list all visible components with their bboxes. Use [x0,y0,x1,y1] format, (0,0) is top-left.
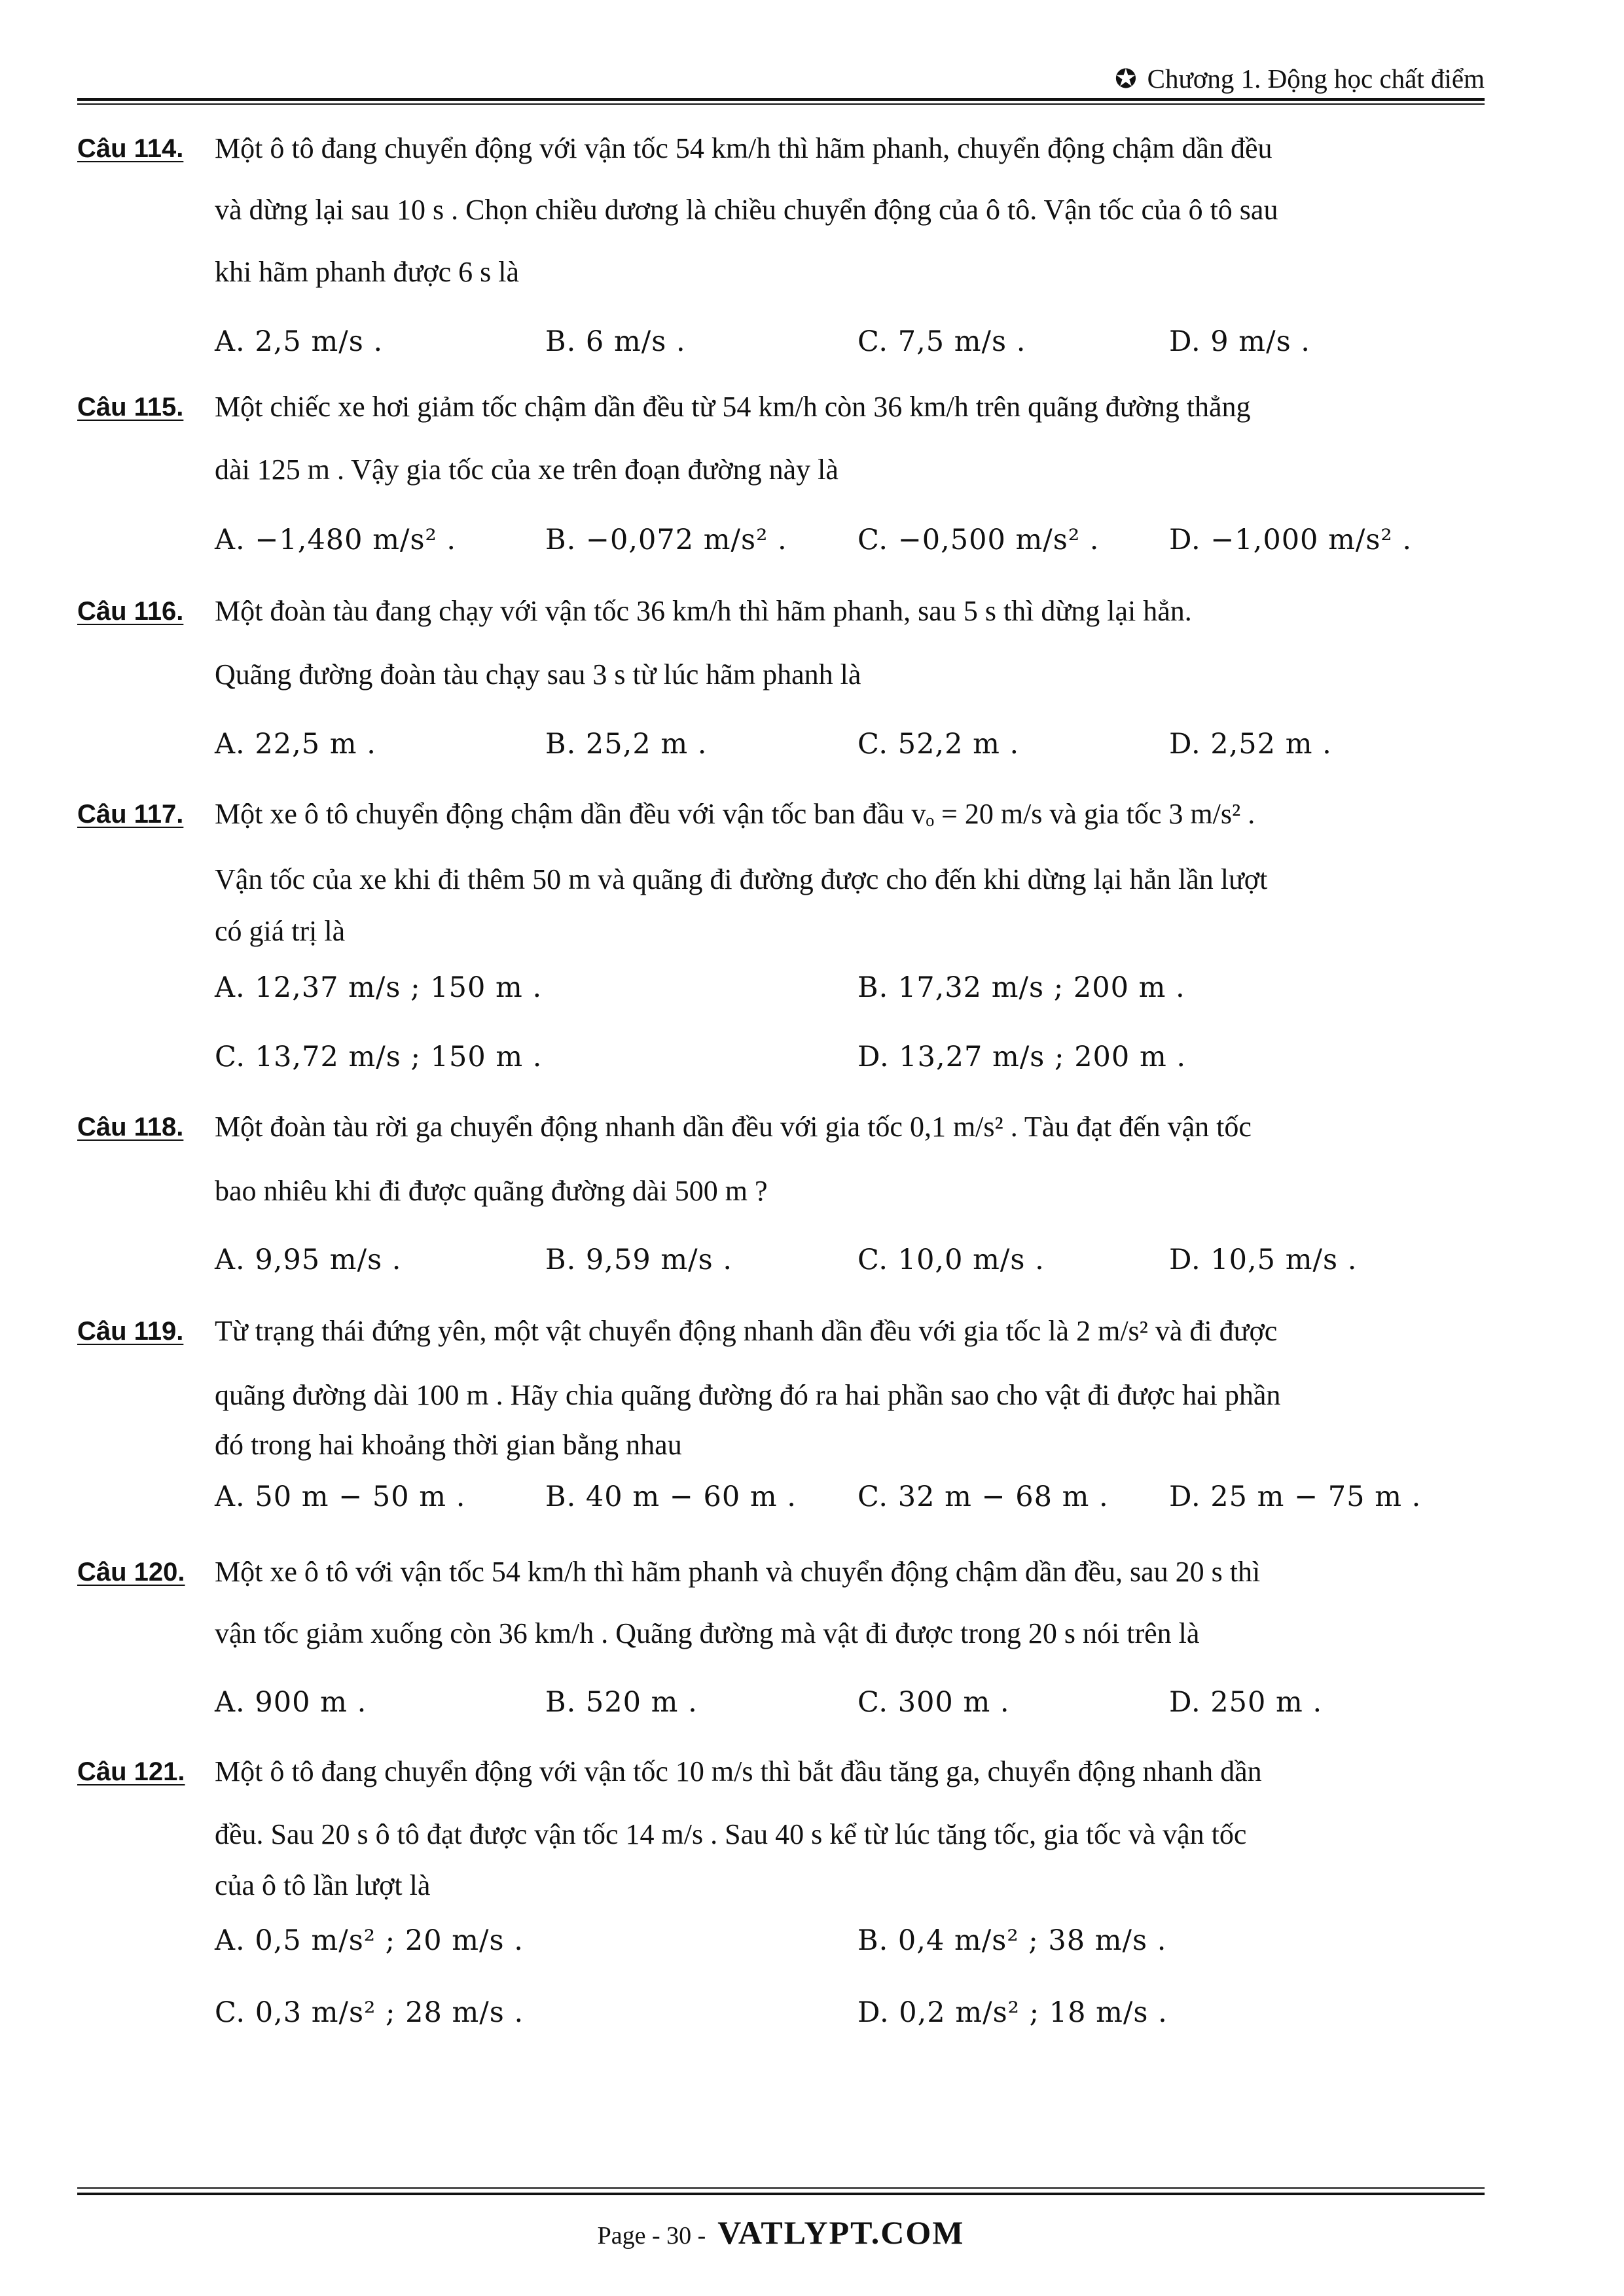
option-d: D. 13,27 m/s ; 200 m . [857,1041,1187,1073]
page-header [77,58,1485,103]
star-circle-icon: ✪ [1115,64,1137,94]
footer-rule-thin [77,2187,1485,2189]
question-text-line: bao nhiêu khi đi được quãng đường dài 500 m ? [215,1175,768,1207]
question-text-line: Một ô tô đang chuyển động với vận tốc 10 m/s thì bắt đầu tăng ga, chuyển động nhanh dần [215,1755,1262,1787]
question-121 [77,1757,1485,2045]
chapter-title: ✪ Chương 1. Động học chất điểm [1115,63,1485,94]
question-text-line: và dừng lại sau 10 s . Chọn chiều dương là chiều chuyển động của ô tô. Vận tốc của ô tô sau [215,194,1278,226]
question-label: Câu 121. [77,1757,185,1786]
question-text-line: Một xe ô tô chuyển động chậm dần đều với vận tốc ban đầu vₒ = 20 m/s và gia tốc 3 m/s² . [215,798,1255,830]
option-b: B. 0,4 m/s² ; 38 m/s . [857,1924,1167,1957]
question-text-line: đó trong hai khoảng thời gian bằng nhau [215,1429,682,1461]
option-d: D. 2,52 m . [1169,728,1332,761]
question-label: Câu 119. [77,1317,184,1346]
question-text-line: khi hãm phanh được 6 s là [215,256,520,288]
option-d: D. 250 m . [1169,1686,1323,1719]
option-a: A. 50 m − 50 m . [215,1480,466,1513]
question-text-line: Một đoàn tàu đang chạy với vận tốc 36 km/h thì hãm phanh, sau 5 s thì dừng lại hẳn. [215,595,1192,627]
footer-rule [77,2193,1485,2195]
question-114 [77,134,1485,389]
page-number: Page - 30 - [597,2222,706,2250]
option-d: D. 0,2 m/s² ; 18 m/s . [857,1996,1168,2029]
option-b: B. 40 m − 60 m . [545,1480,797,1513]
page-footer [77,2187,1485,2266]
option-b: B. 6 m/s . [545,325,686,358]
question-text-line: Một đoàn tàu rời ga chuyển động nhanh dần đều với gia tốc 0,1 m/s² . Tàu đạt đến vận tốc [215,1111,1252,1143]
option-b: B. 9,59 m/s . [545,1244,733,1276]
question-text-line: Vận tốc của xe khi đi thêm 50 m và quãng đi đường được cho đến khi dừng lại hẳn lần lượt [215,863,1268,895]
header-rule [77,98,1485,101]
option-a: A. 12,37 m/s ; 150 m . [215,971,543,1004]
question-119 [77,1317,1485,1539]
question-text-line: vận tốc giảm xuống còn 36 km/h . Quãng đường mà vật đi được trong 20 s nói trên là [215,1617,1200,1649]
question-120 [77,1558,1485,1741]
option-c: C. 10,0 m/s . [857,1244,1045,1276]
option-a: A. 22,5 m . [215,728,376,761]
question-text-line: Một chiếc xe hơi giảm tốc chậm dần đều từ 54 km/h còn 36 km/h trên quãng đường thẳng [215,391,1251,423]
question-text-line: Một xe ô tô với vận tốc 54 km/h thì hãm phanh và chuyển động chậm dần đều, sau 20 s thì [215,1556,1261,1588]
option-c: C. 7,5 m/s . [857,325,1026,358]
option-a: A. 2,5 m/s . [215,325,384,358]
question-text-line: Một ô tô đang chuyển động với vận tốc 54 km/h thì hãm phanh, chuyển động chậm dần đều [215,132,1272,164]
question-label: Câu 115. [77,393,184,422]
question-label: Câu 114. [77,134,184,163]
option-d: D. 9 m/s . [1169,325,1310,358]
option-a: A. 9,95 m/s . [215,1244,402,1276]
option-d: D. −1,000 m/s² . [1169,524,1412,556]
question-117 [77,800,1485,1088]
question-label: Câu 120. [77,1558,185,1587]
option-c: C. 32 m − 68 m . [857,1480,1109,1513]
option-c: C. −0,500 m/s² . [857,524,1100,556]
option-d: D. 10,5 m/s . [1169,1244,1358,1276]
question-text-line: có giá trị là [215,915,346,947]
option-b: B. 25,2 m . [545,728,708,761]
option-a: A. 900 m . [215,1686,367,1719]
option-b: B. 520 m . [545,1686,698,1719]
header-rule-thin [77,103,1485,105]
site-name: VATLYPT.COM [717,2214,965,2251]
question-118 [77,1113,1485,1296]
question-text-line: của ô tô lần lượt là [215,1869,431,1901]
question-label: Câu 118. [77,1113,184,1141]
question-115 [77,393,1485,576]
option-c: C. 300 m . [857,1686,1010,1719]
question-text-line: đều. Sau 20 s ô tô đạt được vận tốc 14 m/s . Sau 40 s kể từ lúc tăng tốc, gia tốc và vận tốc [215,1818,1247,1850]
question-text-line: quãng đường dài 100 m . Hãy chia quãng đường đó ra hai phần sao cho vật đi được hai phần [215,1379,1281,1411]
question-text-line: Từ trạng thái đứng yên, một vật chuyển động nhanh dần đều với gia tốc là 2 m/s² và đi được [215,1315,1278,1347]
option-c: C. 0,3 m/s² ; 28 m/s . [215,1996,524,2029]
option-c: C. 52,2 m . [857,728,1020,761]
question-label: Câu 117. [77,800,184,829]
question-label: Câu 116. [77,597,184,626]
option-d: D. 25 m − 75 m . [1169,1480,1422,1513]
option-a: A. −1,480 m/s² . [215,524,457,556]
option-b: B. −0,072 m/s² . [545,524,787,556]
option-a: A. 0,5 m/s² ; 20 m/s . [215,1924,524,1957]
footer-text [77,2214,1485,2251]
option-c: C. 13,72 m/s ; 150 m . [215,1041,543,1073]
option-b: B. 17,32 m/s ; 200 m . [857,971,1185,1004]
question-116 [77,597,1485,780]
question-text-line: dài 125 m . Vậy gia tốc của xe trên đoạn đường này là [215,454,839,486]
question-text-line: Quãng đường đoàn tàu chạy sau 3 s từ lúc hãm phanh là [215,658,861,691]
